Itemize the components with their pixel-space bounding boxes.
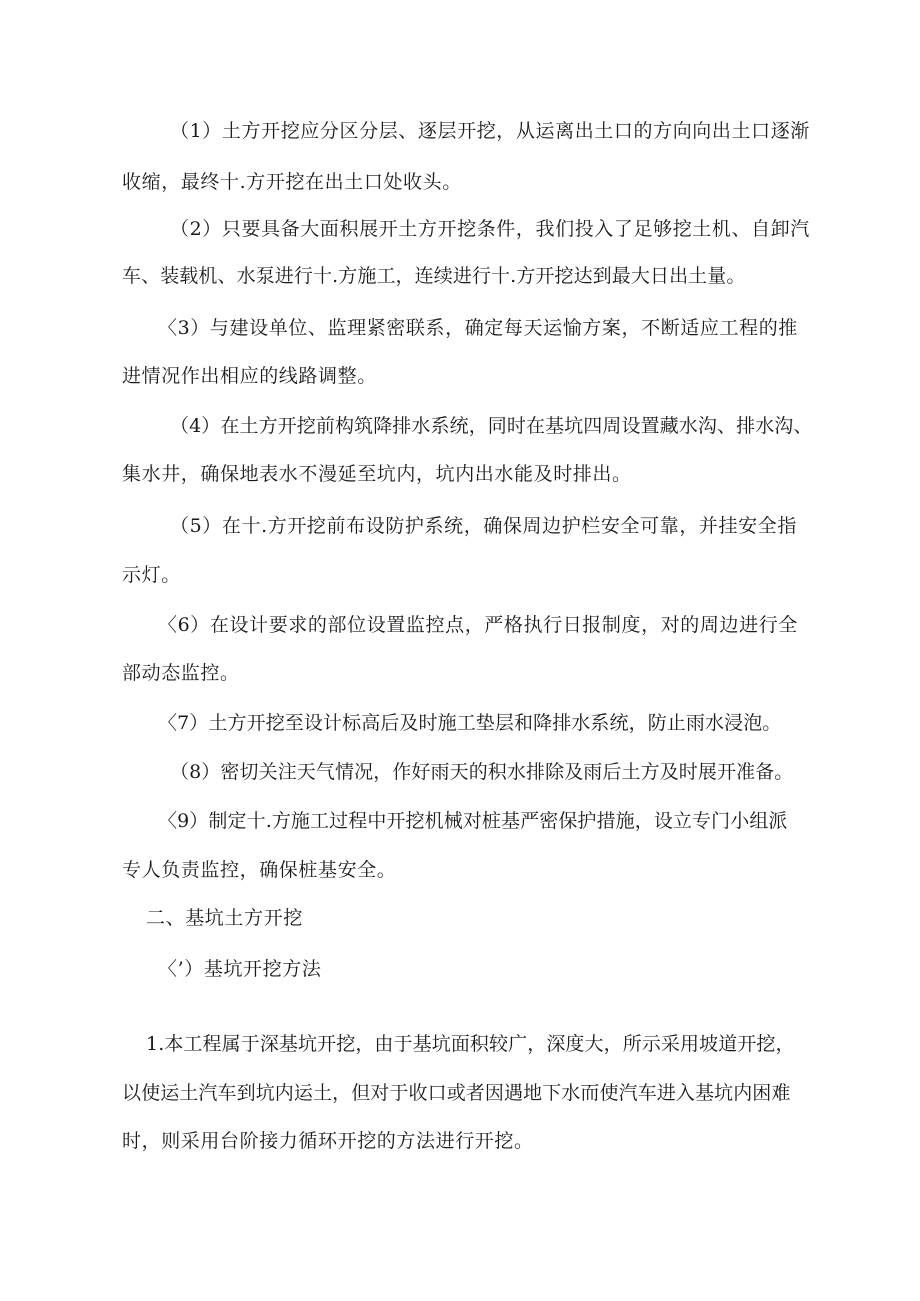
paragraph-1-line-1: （1）土方开挖应分区分层、逐层开挖，从运离出土口的方向向出土口逐渐 bbox=[170, 120, 810, 142]
paragraph-9-line-2: 专人负责监控，确保桩基安全。 bbox=[122, 859, 397, 881]
subsection-heading: 〈’）基坑开挖方法 bbox=[158, 958, 322, 980]
paragraph-5-line-2: 示灯。 bbox=[122, 564, 181, 586]
paragraph-5-line-1: （5）在十.方开挖前布设防护系统，确保周边护栏安全可靠，并挂安全指 bbox=[170, 515, 797, 537]
section-heading: 二、基坑土方开挖 bbox=[146, 907, 303, 929]
paragraph-9-line-1: 〈9）制定十.方施工过程中开挖机械对桩基严密保护措施，设立专门小组派 bbox=[158, 810, 788, 832]
paragraph-2-line-1: （2）只要具备大面积展开土方开挖条件，我们投入了足够挖土机、自卸汽 bbox=[170, 218, 810, 240]
paragraph-7-line-1: 〈7）土方开挖至设计标高后及时施工垫层和降排水系统，防止雨水浸泡。 bbox=[158, 712, 782, 734]
paragraph-3-line-2: 进情况作出相应的线路调整。 bbox=[122, 365, 377, 387]
paragraph-3-line-1: 〈3）与建设单位、监理紧密联系，确定每天运愉方案，不断适应工程的推 bbox=[158, 317, 798, 339]
paragraph-4-line-1: （4）在土方开挖前构筑降排水系统，同时在基坑四周设置藏水沟、排水沟、 bbox=[170, 415, 813, 437]
paragraph-6-line-1: 〈6）在设计要求的部位设置监控点，严格执行日报制度，对的周边进行全 bbox=[158, 614, 798, 636]
paragraph-4-line-2: 集水井，确保地表水不漫延至坑内，坑内出水能及时排出。 bbox=[122, 463, 632, 485]
paragraph-10-line-1: 1.本工程属于深基坑开挖，由于基坑面积较广，深度大，所示采用坡道开挖， bbox=[146, 1033, 795, 1055]
paragraph-1-line-2: 收缩，最终十.方开挖在出土口处收头。 bbox=[122, 171, 462, 193]
paragraph-10-line-2: 以使运土汽车到坑内运土，但对于收口或者因遇地下水而使汽车进入基坑内困难 bbox=[122, 1082, 791, 1104]
paragraph-6-line-2: 部动态监控。 bbox=[122, 662, 240, 684]
paragraph-10-line-3: 时，则采用台阶接力循环开挖的方法进行开挖。 bbox=[122, 1130, 534, 1152]
paragraph-2-line-2: 车、装载机、水泵进行十.方施工，连续进行十.方开挖达到最大日出土量。 bbox=[122, 265, 746, 287]
paragraph-8-line-1: （8）密切关注天气情况，作好雨天的积水排除及雨后土方及时展开准备。 bbox=[170, 761, 794, 783]
